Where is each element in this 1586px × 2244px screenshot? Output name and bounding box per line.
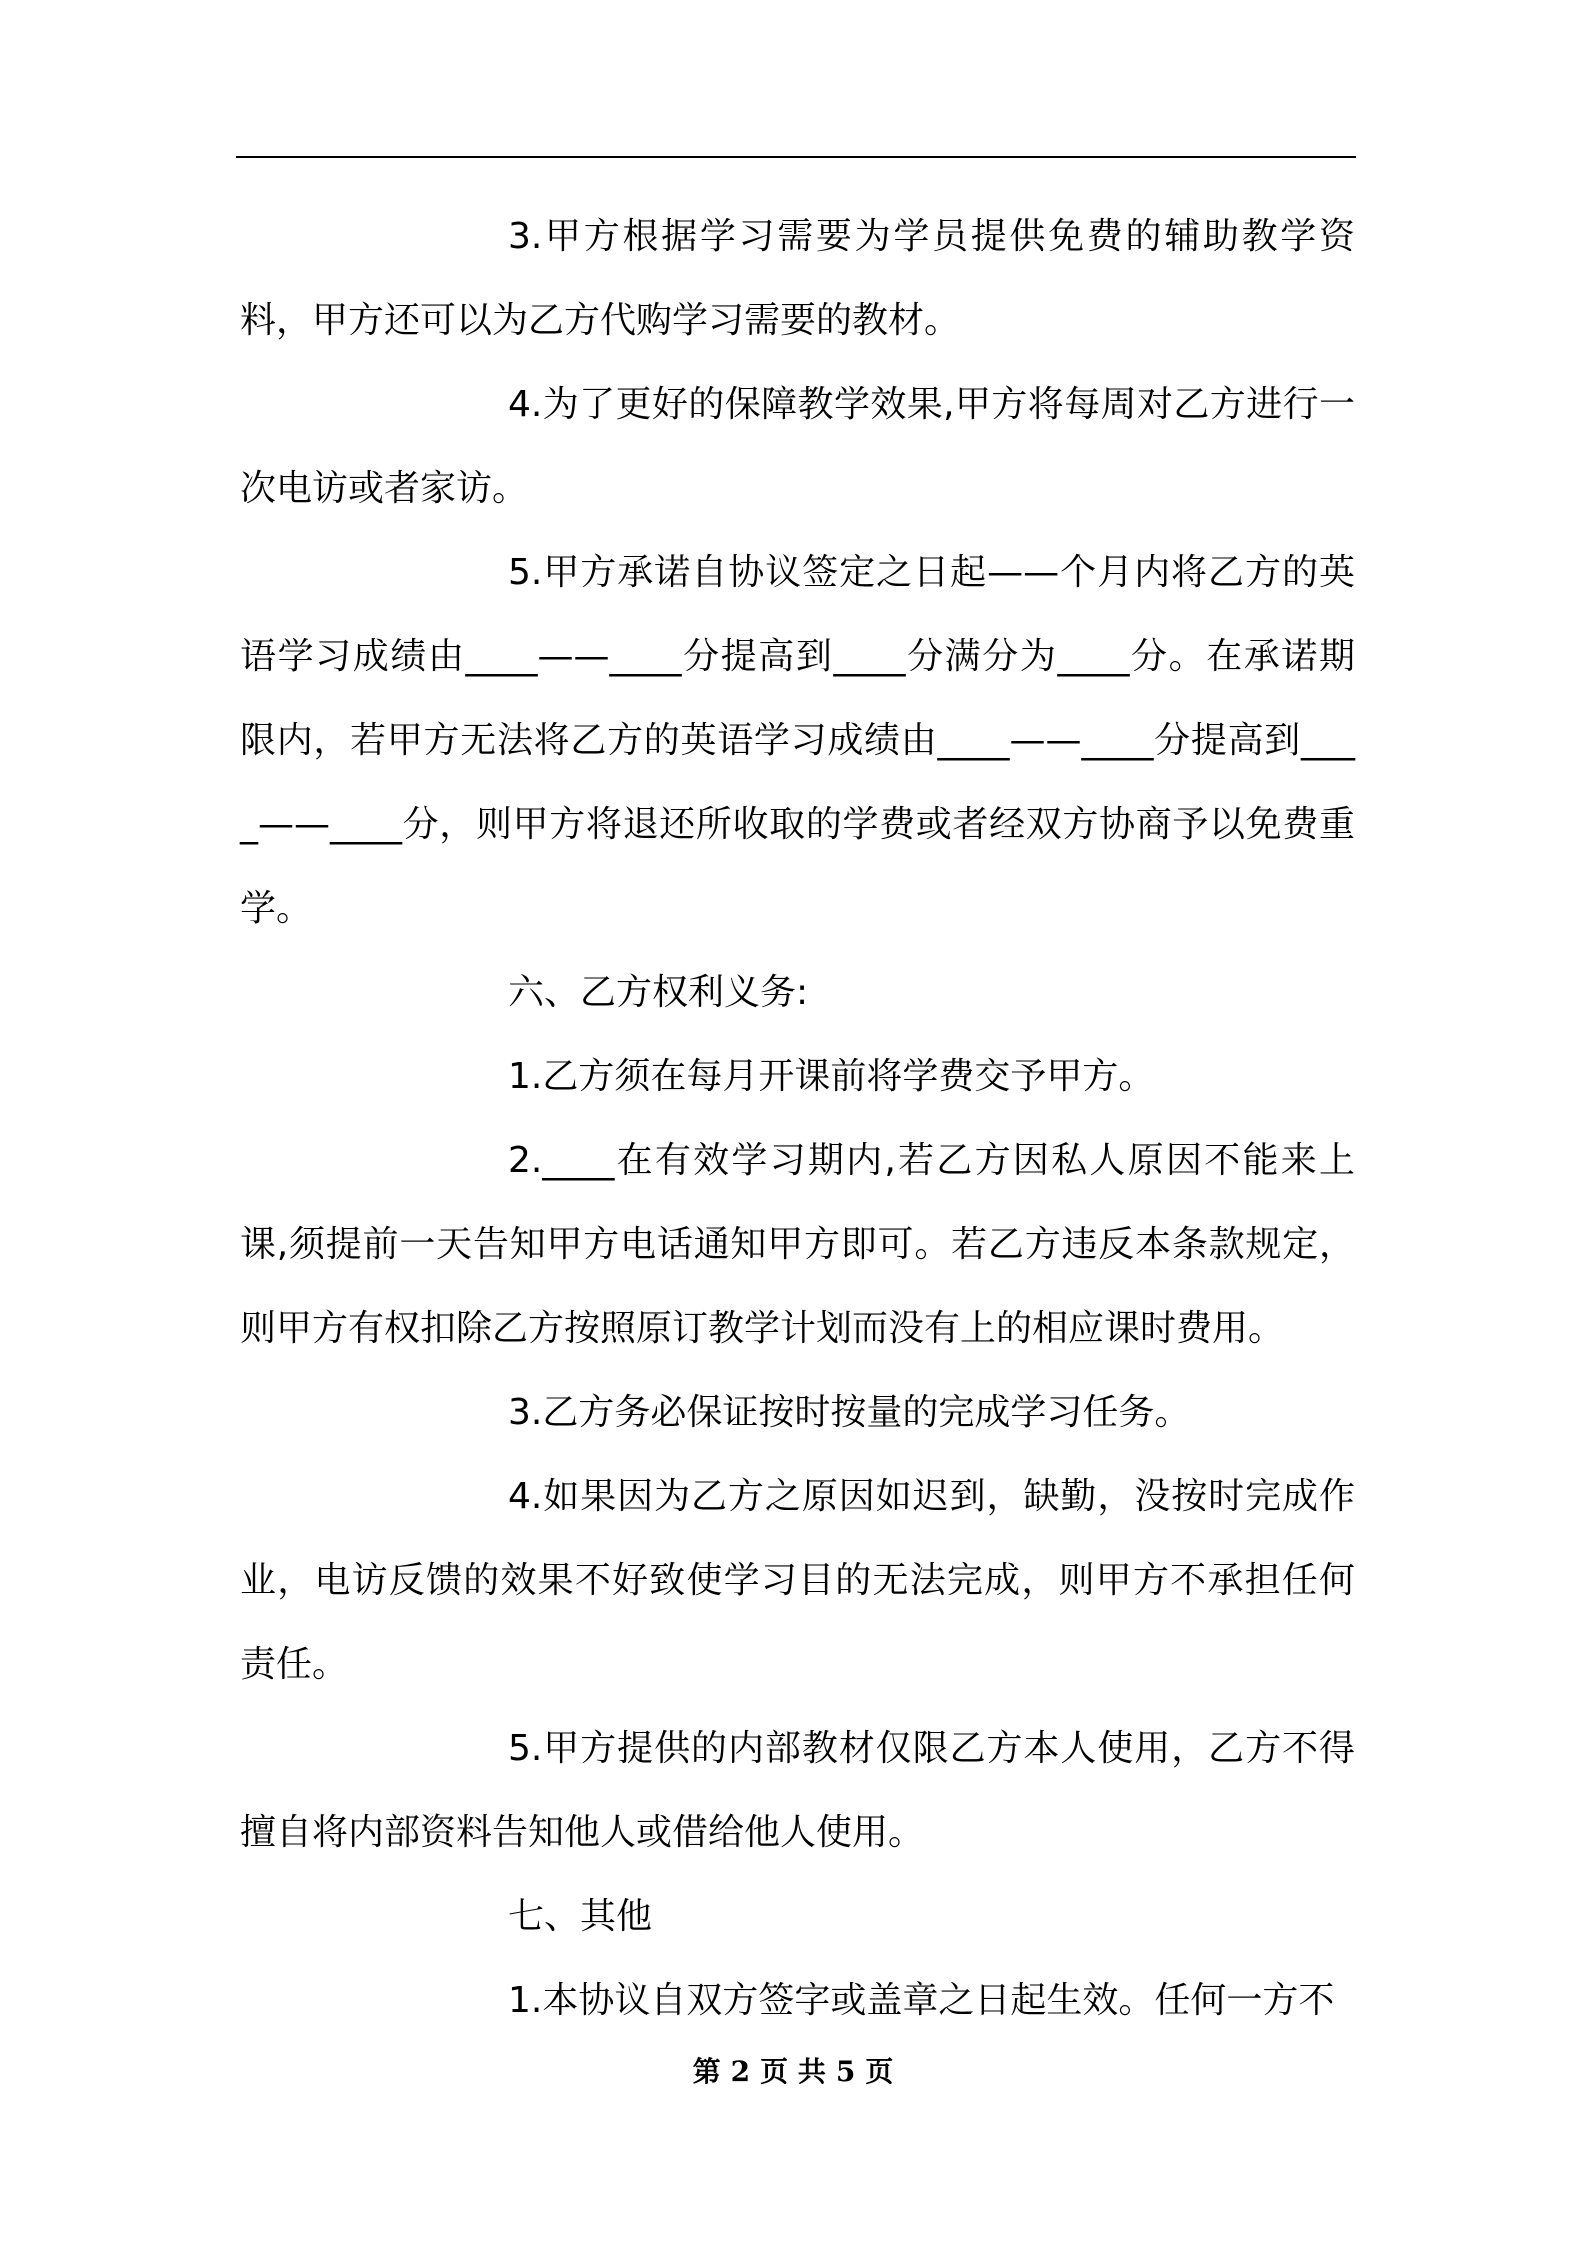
footer-prefix: 第 bbox=[692, 2055, 721, 2088]
clause-b4: 4.如果因为乙方之原因如迟到，缺勤，没按时完成作业，电访反馈的效果不好致使学习目的无法完成，则甲方不承担任何责任。 bbox=[240, 1476, 1355, 1685]
clause-a5: 5.甲方承诺自协议签定之日起——个月内将乙方的英语学习成绩由____——____分提高到____分满分为____分。在承诺期限内，若甲方无法将乙方的英语学习成绩由____——____分提高到____——____分，则甲方将退还所收取的学费或者经双方协商予以免费重学。 bbox=[240, 552, 1355, 929]
total-pages-number: 5 bbox=[835, 2055, 856, 2088]
clause-b2: 2.____在有效学习期内,若乙方因私人原因不能来上课,须提前一天告知甲方电话通知甲方即可。若乙方违反本条款规定，则甲方有权扣除乙方按照原订教学计划而没有上的相应课时费用。 bbox=[240, 1140, 1355, 1349]
clause-b3: 3.乙方务必保证按时按量的完成学习任务。 bbox=[508, 1392, 1191, 1433]
section-heading-7: 七、其他 bbox=[508, 1896, 653, 1937]
footer-middle: 页 共 bbox=[760, 2055, 826, 2088]
clause-a4: 4.为了更好的保障教学效果,甲方将每周对乙方进行一次电访或者家访。 bbox=[240, 384, 1355, 509]
document-body bbox=[240, 195, 1355, 2043]
current-page-number: 2 bbox=[730, 2055, 751, 2088]
clause-a3: 3.甲方根据学习需要为学员提供免费的辅助教学资料，甲方还可以为乙方代购学习需要的教材。 bbox=[240, 216, 1355, 341]
clause-c1: 1.本协议自双方签字或盖章之日起生效。任何一方不 bbox=[508, 1980, 1335, 2021]
page-footer bbox=[0, 2052, 1586, 2092]
clause-b5: 5.甲方提供的内部教材仅限乙方本人使用，乙方不得擅自将内部资料告知他人或借给他人使用。 bbox=[240, 1728, 1355, 1853]
footer-suffix: 页 bbox=[865, 2055, 894, 2088]
clause-b1: 1.乙方须在每月开课前将学费交予甲方。 bbox=[508, 1056, 1155, 1097]
section-heading-6: 六、乙方权利义务: bbox=[508, 972, 809, 1013]
header-rule bbox=[236, 156, 1356, 158]
